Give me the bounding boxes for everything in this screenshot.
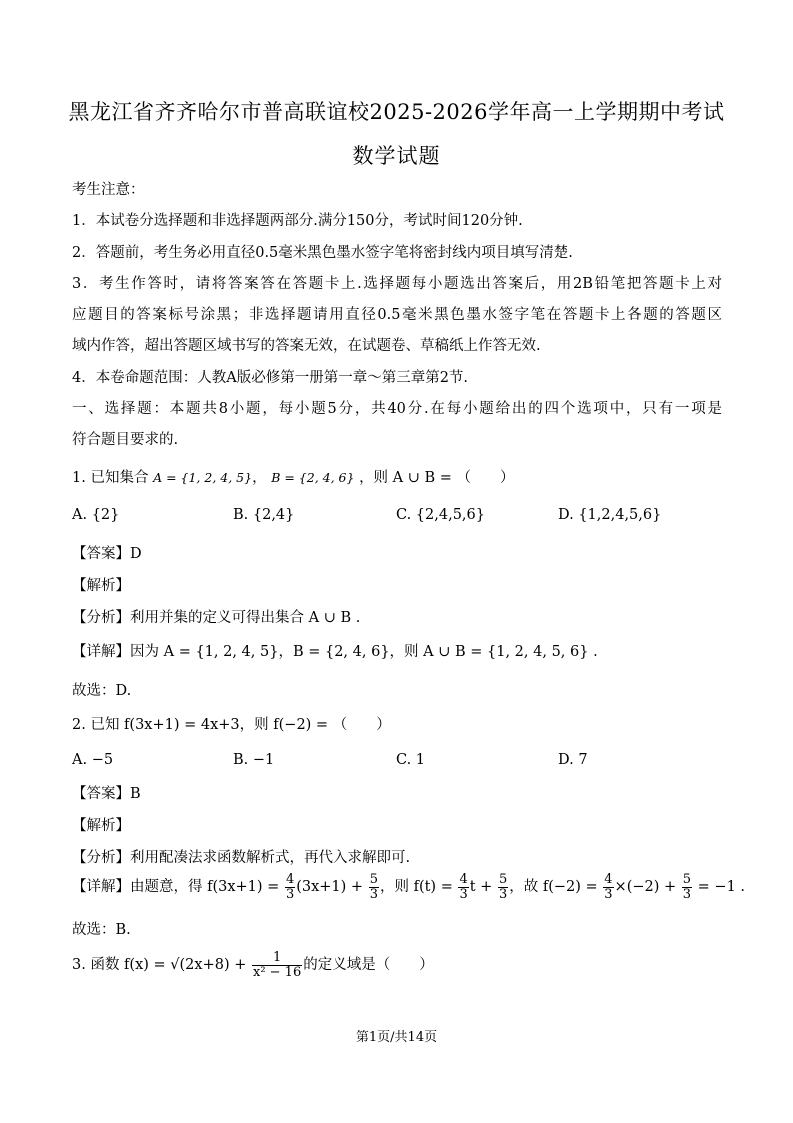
fraction-5-3: $\frac{5}{3}$	[369, 871, 378, 902]
question-1-option-d: D. {1,2,4,5,6}	[558, 507, 662, 523]
question-1-suffix: ，则 A ∪ B = （ ）	[359, 470, 515, 486]
question-2-xiangjie	[72, 872, 745, 902]
question-2-option-c: C. 1	[396, 752, 426, 768]
answer-label: 【答案】	[72, 546, 130, 562]
notice-heading: 考生注意：	[72, 182, 145, 198]
notice-item-2: 2．答题前，考生务必用直径0.5毫米黑色墨水签字笔将密封线内项目填写清楚.	[72, 245, 573, 261]
xiangjie-part-f: ×(−2) +	[614, 879, 681, 895]
xiangjie-text: 因为 A = {1, 2, 4, 5}，B = {2, 4, 6}，则 A ∪ B = {1, 2, 4, 5, 6} .	[130, 644, 598, 660]
xiangjie-part-c: ，则 f(t) =	[379, 879, 458, 895]
xiangjie-label: 【详解】	[72, 879, 130, 895]
answer-label: 【答案】	[72, 786, 130, 802]
question-1-fenxi	[72, 606, 360, 627]
question-1-answer	[72, 542, 142, 563]
fenxi-label: 【分析】	[72, 610, 130, 626]
fraction-5-3: $\frac{5}{3}$	[498, 871, 508, 902]
question-1-option-c: C. {2,4,5,6}	[396, 507, 485, 523]
xiangjie-part-e: ，故 f(−2) =	[509, 879, 603, 895]
exam-subtitle: 数学试题	[352, 144, 441, 168]
question-1-set-b: B = {2, 4, 6}	[271, 470, 355, 485]
fraction-4-3: $\frac{4}{3}$	[604, 871, 613, 902]
fraction-5-3: $\frac{5}{3}$	[682, 871, 692, 902]
fenxi-text: 利用并集的定义可得出集合 A ∪ B .	[130, 610, 361, 626]
notice-item-4: 4．本卷命题范围：人教A版必修第一册第一章～第三章第2节.	[72, 370, 469, 386]
xiangjie-part-d: t +	[469, 879, 497, 895]
answer-value: D	[130, 546, 142, 562]
exam-title: 黑龙江省齐齐哈尔市普高联谊校2025-2026学年高一上学期期中考试	[68, 100, 725, 124]
notice-item-3-line-3: 域内作答，超出答题区域书写的答案无效，在试题卷、草稿纸上作答无效.	[72, 338, 541, 354]
section-1-heading-line-1: 一、选择题：本题共8小题，每小题5分，共40分.在每小题给出的四个选项中，只有一项是	[72, 401, 722, 417]
notice-item-3-line-2: 应题目的答案标号涂黑；非选择题请用直径0.5毫米黑色墨水签字笔在答题卡上各题的答题区	[72, 307, 722, 323]
section-1-heading-line-2: 符合题目要求的.	[72, 432, 179, 448]
xiangjie-part-a: 由题意，得 f(3x+1) =	[130, 879, 284, 895]
notice-item-3-line-1: 3．考生作答时，请将答案答在答题卡上.选择题每小题选出答案后，用2B铅笔把答题卡上对	[72, 276, 722, 292]
fenxi-label: 【分析】	[72, 850, 130, 866]
question-2-option-d: D. 7	[558, 752, 588, 768]
xiangjie-label: 【详解】	[72, 644, 130, 660]
question-3-stem	[72, 950, 434, 980]
question-2-option-a: A. −5	[72, 752, 114, 768]
xiangjie-part-b: (3x+1) +	[296, 879, 368, 895]
fenxi-text: 利用配凑法求函数解析式，再代入求解即可.	[130, 850, 411, 866]
question-1-option-a: A. {2}	[72, 507, 120, 523]
question-1-analysis-label: 【解析】	[72, 578, 130, 594]
question-3-part-a: 3. 函数 f(x) = √(2x+8) +	[72, 957, 251, 973]
fraction-4-3: $\frac{4}{3}$	[285, 871, 295, 902]
question-1-option-b: B. {2,4}	[233, 507, 295, 523]
fraction-4-3: $\frac{4}{3}$	[459, 871, 468, 902]
xiangjie-part-g: = −1 .	[693, 879, 746, 895]
question-3-part-b: 的定义域是（ ）	[303, 957, 434, 973]
fraction-1-over-x2-minus-16: $\frac{1}{\text{x² − 16}}$	[252, 949, 302, 980]
question-1-conclusion: 故选：D.	[72, 683, 132, 699]
question-1-xiangjie	[72, 640, 598, 661]
notice-item-1: 1．本试卷分选择题和非选择题两部分.满分150分，考试时间120分钟.	[72, 213, 523, 229]
answer-value: B	[130, 786, 141, 802]
question-2-stem: 2. 已知 f(3x+1) = 4x+3，则 f(−2) = （ ）	[72, 717, 391, 733]
question-2-conclusion: 故选：B.	[72, 922, 131, 938]
question-2-option-b: B. −1	[233, 752, 275, 768]
question-1-stem: 1. 已知集合 A = {1, 2, 4, 5}， B = {2, 4, 6} ，则 A ∪ B = （ ）	[72, 470, 515, 486]
question-1-set-a: A = {1, 2, 4, 5}	[153, 470, 253, 485]
question-1-prefix: 1. 已知集合	[72, 470, 149, 486]
page-number: 第1页/共14页	[355, 1030, 438, 1045]
question-2-analysis-label: 【解析】	[72, 818, 130, 834]
question-2-fenxi	[72, 846, 410, 867]
question-2-answer	[72, 782, 141, 803]
